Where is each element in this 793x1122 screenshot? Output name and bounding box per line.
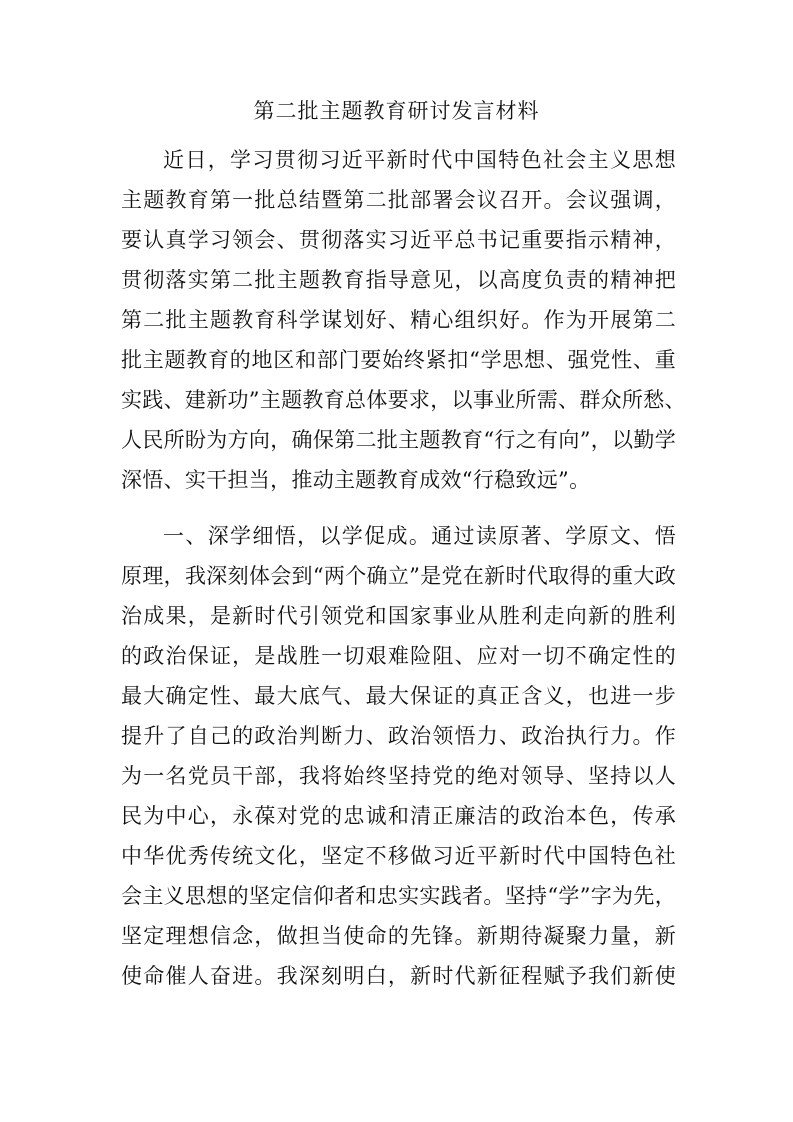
- paragraph-1: [121, 140, 686, 500]
- text-line: 贯彻落实第二批主题教育指导意见，以高度负责的精神把: [121, 268, 676, 292]
- text-line: 原理，我深刻体会到“两个确立”是党在新时代取得的重大政: [121, 564, 676, 588]
- text-line: 要认真学习领会、贯彻落实习近平总书记重要指示精神，: [121, 228, 676, 252]
- text-line: 一、深学细悟，以学促成。通过读原著、学原文、悟: [163, 524, 676, 548]
- text-line: 的政治保证，是战胜一切艰难险阻、应对一切不确定性的: [121, 644, 676, 668]
- text-line: 批主题教育的地区和部门要始终紧扣“学思想、强党性、重: [121, 348, 676, 372]
- text-line: 使命催人奋进。我深刻明白，新时代新征程赋予我们新使: [121, 964, 676, 988]
- document-title: 第二批主题教育研讨发言材料: [253, 99, 540, 123]
- text-line: 民为中心，永葆对党的忠诚和清正廉洁的政治本色，传承: [121, 804, 676, 828]
- text-line: 提升了自己的政治判断力、政治领悟力、政治执行力。作: [121, 724, 676, 748]
- text-line: 人民所盼为方向，确保第二批主题教育“行之有向”，以勤学: [121, 428, 676, 452]
- text-line: 治成果，是新时代引领党和国家事业从胜利走向新的胜利: [121, 604, 676, 628]
- text-line: 近日，学习贯彻习近平新时代中国特色社会主义思想: [163, 148, 676, 172]
- document-body: [121, 140, 686, 996]
- text-line: 第二批主题教育科学谋划好、精心组织好。作为开展第二: [121, 308, 676, 332]
- text-line: 为一名党员干部，我将始终坚持党的绝对领导、坚持以人: [121, 764, 676, 788]
- text-line: 坚定理想信念，做担当使命的先锋。新期待凝聚力量，新: [121, 924, 676, 948]
- text-line: 中华优秀传统文化，坚定不移做习近平新时代中国特色社: [121, 844, 676, 868]
- text-line: 主题教育第一批总结暨第二批部署会议召开。会议强调，: [121, 188, 676, 212]
- text-line: 深悟、实干担当，推动主题教育成效“行稳致远”。: [121, 468, 591, 492]
- text-line: 最大确定性、最大底气、最大保证的真正含义，也进一步: [121, 684, 676, 708]
- paragraph-2: [121, 516, 676, 996]
- text-line: 会主义思想的坚定信仰者和忠实实践者。坚持“学”字为先，: [121, 884, 676, 908]
- paragraph-gap: [121, 500, 676, 516]
- text-line: 实践、建新功”主题教育总体要求，以事业所需、群众所愁、: [121, 388, 686, 412]
